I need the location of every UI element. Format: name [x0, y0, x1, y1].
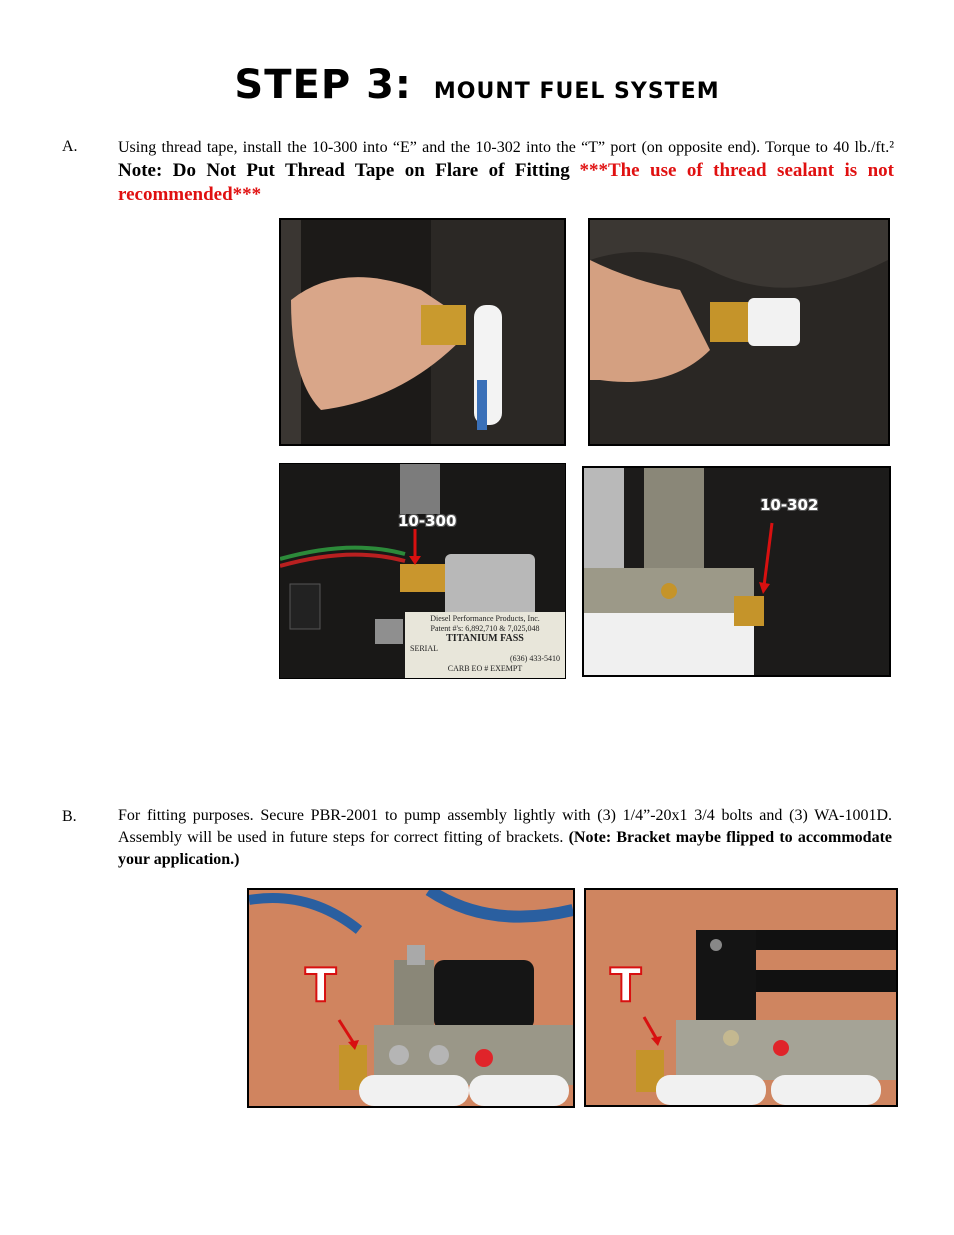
step-b-text: [118, 805, 892, 871]
photo-pump-assembly-t-port: [247, 888, 575, 1108]
page-title: [0, 62, 954, 108]
callout-10-300: 10-300: [398, 512, 457, 530]
label-patent: Patent #'s: 6,892,710 & 7,025,048: [430, 624, 540, 633]
photo-bracket-t-port: [584, 888, 898, 1107]
step-a-warning: ***The use of thread sealant is not recommended***: [118, 160, 894, 205]
photo-thread-tape-wrap: [279, 218, 566, 446]
step-label: STEP 3:: [234, 62, 412, 108]
step-b-marker: B.: [62, 808, 77, 825]
photo-10-302-installed: [582, 466, 891, 677]
step-b-note: (Note: Bracket maybe flipped to accommodate your application.): [118, 829, 893, 868]
label-carb: CARB EO # EXEMPT: [447, 664, 523, 673]
step-a-marker: A.: [62, 138, 78, 155]
port-letter-t-1: T: [305, 958, 337, 1012]
step-a-note: Note: Do Not Put Thread Tape on Flare of Fitting: [118, 160, 570, 181]
label-product: TITANIUM FASS: [446, 633, 524, 644]
label-phone: (636) 433-5410: [510, 654, 560, 663]
port-letter-t-2: T: [610, 958, 642, 1012]
photo-10-300-installed: [279, 463, 566, 679]
step-a-instruction: Using thread tape, install the 10-300 into “E” and the 10-302 into the “T” port (on opposite end). Torque to 40 lb./ft.²: [118, 139, 894, 156]
label-company: Diesel Performance Products, Inc.: [430, 614, 540, 623]
photo-taped-fitting: [588, 218, 890, 446]
step-b-instruction: For fitting purposes. Secure PBR-2001 to pump assembly lightly with (3) 1/4”-20x1 3/4 bolts and (3) WA-1001D. Assembly will be used in future steps for correct fitting of brackets.: [118, 807, 892, 846]
label-serial: SERIAL: [410, 644, 438, 653]
step-a-text: [118, 136, 894, 207]
product-label: [410, 614, 560, 674]
callout-10-302: 10-302: [760, 496, 819, 514]
step-title: MOUNT FUEL SYSTEM: [433, 79, 720, 104]
